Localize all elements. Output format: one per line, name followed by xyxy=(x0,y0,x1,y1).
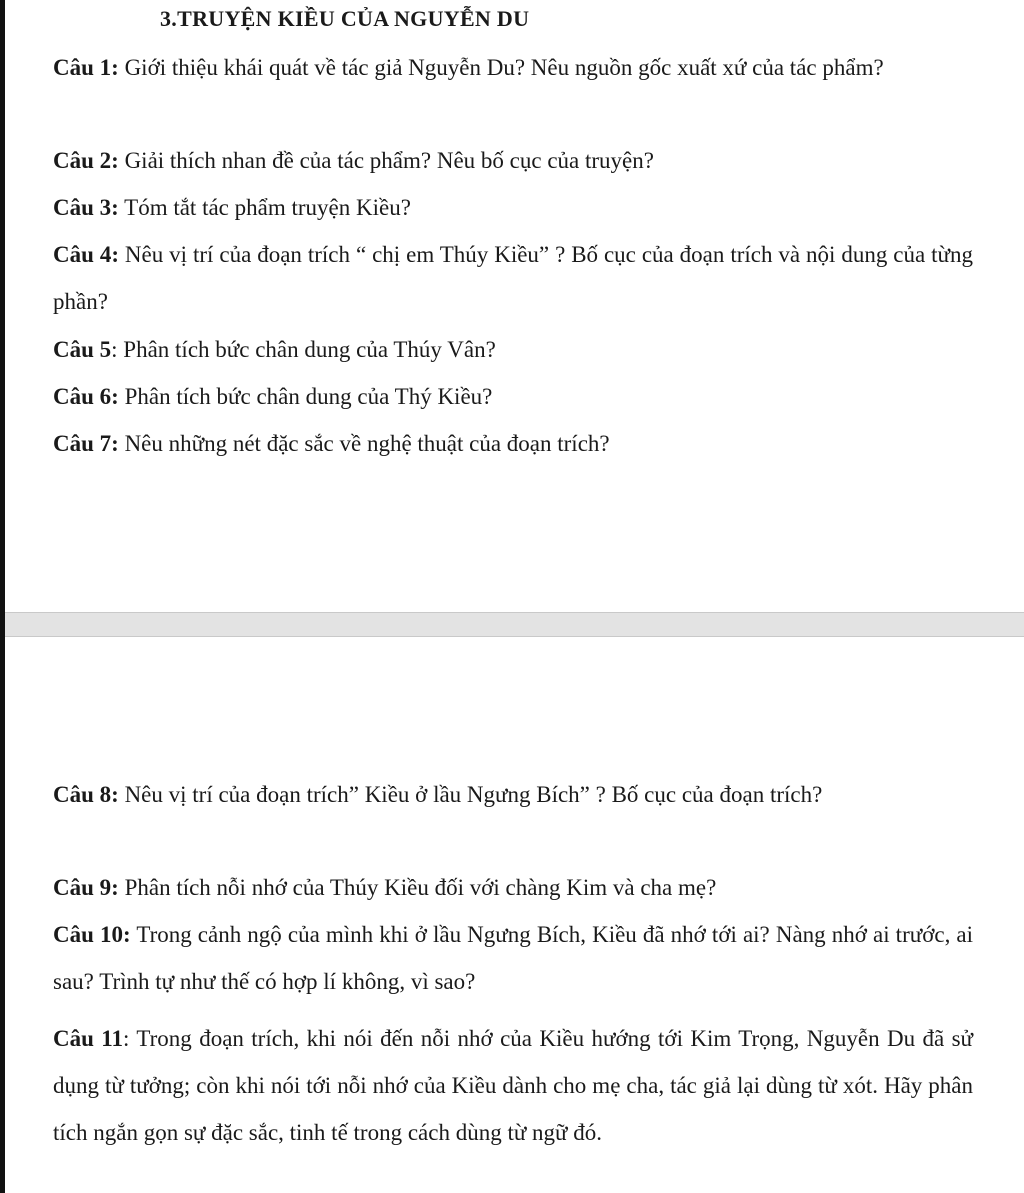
question-text: Tóm tắt tác phẩm truyện Kiều? xyxy=(118,195,411,220)
document-page-1 xyxy=(5,0,1024,612)
question-text: Phân tích bức chân dung của Thý Kiều? xyxy=(118,384,493,409)
question-label: Câu 1: xyxy=(53,55,119,80)
question-text: Giải thích nhan đề của tác phẩm? Nêu bố cục của truyện? xyxy=(118,148,654,173)
question-label: Câu 10: xyxy=(53,922,131,947)
question-label: Câu 6: xyxy=(53,384,119,409)
question-3 xyxy=(53,184,973,231)
question-8 xyxy=(53,771,973,818)
document-page-2 xyxy=(5,637,1024,1193)
question-label: Câu 4: xyxy=(53,242,119,267)
question-label: Câu 3: xyxy=(53,195,119,220)
question-label: Câu 7: xyxy=(53,431,119,456)
question-text: Trong cảnh ngộ của mình khi ở lầu Ngưng Bích, Kiều đã nhớ tới ai? Nàng nhớ ai trước, ai sau? Trình tự như thế có hợp lí không, vì sao? xyxy=(53,922,973,994)
question-2 xyxy=(53,137,973,184)
question-9 xyxy=(53,864,973,911)
question-text: Nêu những nét đặc sắc về nghệ thuật của đoạn trích? xyxy=(118,431,610,456)
question-label: Câu 11 xyxy=(53,1026,124,1051)
question-11 xyxy=(53,1015,973,1156)
question-text: Giới thiệu khái quát về tác giả Nguyễn Du? Nêu nguồn gốc xuất xứ của tác phẩm? xyxy=(118,55,884,80)
question-text: Nêu vị trí của đoạn trích “ chị em Thúy Kiều” ? Bố cục của đoạn trích và nội dung của từng phần? xyxy=(53,242,973,314)
question-10 xyxy=(53,911,973,1005)
question-6 xyxy=(53,373,973,420)
question-label: Câu 2: xyxy=(53,148,119,173)
question-label: Câu 8: xyxy=(53,782,119,807)
question-text: Phân tích nỗi nhớ của Thúy Kiều đối với chàng Kim và cha mẹ? xyxy=(118,875,717,900)
page-break-gap xyxy=(5,612,1024,637)
question-5 xyxy=(53,326,973,373)
question-label: Câu 5 xyxy=(53,337,112,362)
section-heading: 3.TRUYỆN KIỀU CỦA NGUYỄN DU xyxy=(160,6,530,31)
question-text: Nêu vị trí của đoạn trích” Kiều ở lầu Ngưng Bích” ? Bố cục của đoạn trích? xyxy=(118,782,823,807)
question-text: : Phân tích bức chân dung của Thúy Vân? xyxy=(111,337,496,362)
question-7 xyxy=(53,420,973,467)
question-4 xyxy=(53,231,973,325)
question-text: : Trong đoạn trích, khi nói đến nỗi nhớ của Kiều hướng tới Kim Trọng, Nguyễn Du đã sử dụng từ tưởng; còn khi nói tới nỗi nhớ của Kiều dành cho mẹ cha, tác giả lại dùng từ xót. Hãy phân tích ngắn gọn sự đặc sắc, tinh tế trong cách dùng từ ngữ đó. xyxy=(53,1026,973,1145)
question-label: Câu 9: xyxy=(53,875,119,900)
question-1 xyxy=(53,44,973,91)
